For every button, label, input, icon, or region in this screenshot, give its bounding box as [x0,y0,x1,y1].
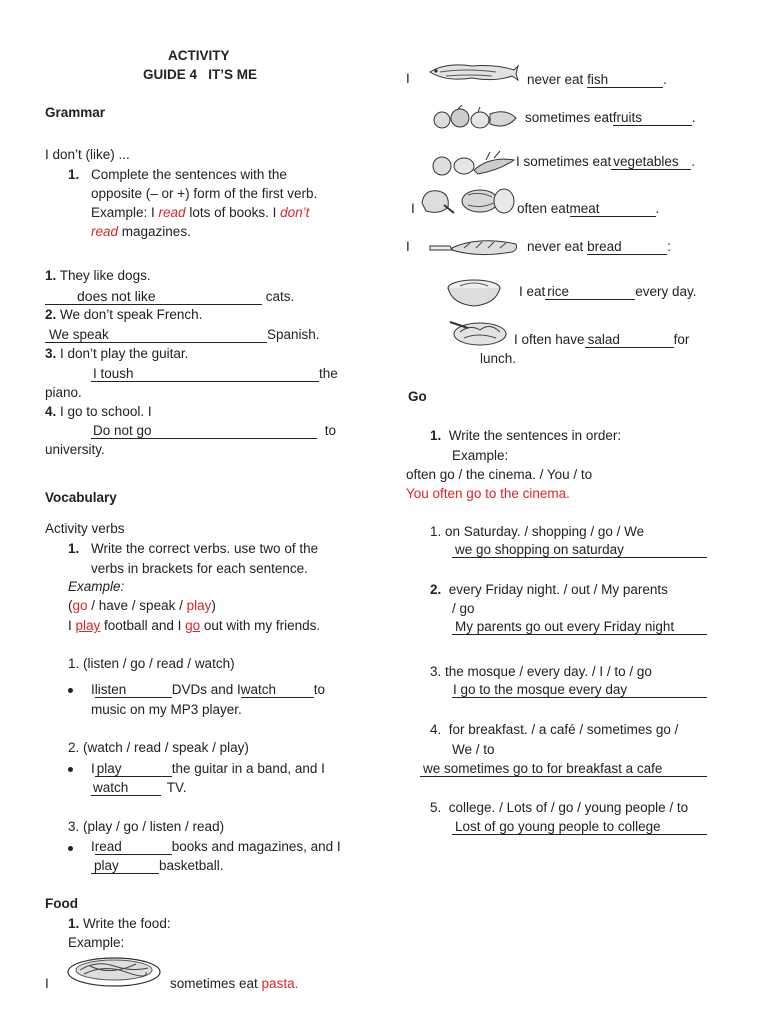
food-fish-answer[interactable]: fish [587,72,663,88]
bullet-icon [68,767,73,772]
grammar-instruction-line1: Complete the sentences with the [91,167,287,182]
food-fruits-answer[interactable]: fruits [613,110,692,126]
go-example-prompt: often go / the cinema. / You / to [406,467,593,482]
vocabulary-q1-cont: music on my MP3 player. [91,702,242,717]
food-fish-i: I [406,71,410,86]
food-meat-line: often eatmeat . [517,201,660,216]
go-item-2-answer-line [452,618,707,636]
food-rice-line: I eat rice every day. [519,284,697,299]
go-item-4-answer[interactable]: we sometimes go to for breakfast a cafe [420,761,707,777]
grammar-example-cont: read magazines. [91,224,191,239]
food-bread-answer[interactable]: bread [587,239,667,255]
go-item-4-prompt: 4. for breakfast. / a café / sometimes go / [430,722,679,737]
grammar-heading: Grammar [45,105,106,120]
vocabulary-q3-heading: 3. (play / go / listen / read) [68,819,225,834]
go-item-4-prompt-cont: We / to [452,742,495,757]
food-heading: Food [45,896,78,911]
go-item-2-prompt: 2. every Friday night. / out / My parents [430,582,668,597]
grammar-instruction-number: 1. [68,167,80,182]
go-item-1-answer-line [452,541,707,559]
vegetables-picture [430,150,518,178]
grammar-item-4-cont: university. [45,442,105,457]
go-item-3-prompt: 3. the mosque / every day. / I / to / go [430,664,652,679]
vocabulary-q2-line: I play the guitar in a band, and I [91,761,325,776]
food-vegetables-answer[interactable]: vegetables [611,154,691,170]
food-salad-cont: lunch. [480,351,517,366]
vocabulary-heading: Vocabulary [45,490,117,505]
food-vegetables-line: I sometimes eat vegetables . [516,154,696,169]
food-salad-answer[interactable]: salad [585,332,674,348]
bullet-icon [68,688,73,693]
food-rice-answer[interactable]: rice [545,284,635,300]
go-item-2-answer[interactable]: My parents go out every Friday night [452,619,707,635]
go-item-2-prompt-cont: / go [452,601,475,616]
vocabulary-instruction-line2: verbs in brackets for each sentence. [91,561,308,576]
go-example-answer: You often go to the cinema. [406,486,570,501]
food-salad-line: I often have salad for [514,332,690,347]
go-item-1-prompt: 1. on Saturday. / shopping / go / We [430,524,645,539]
vocabulary-instruction-line1: Write the correct verbs. use two of the [91,541,319,556]
grammar-item-2-answer[interactable]: We speak [45,327,267,343]
vocabulary-q1-line: Ilisten DVDs and Iwatch to [91,682,326,697]
vocabulary-subheading: Activity verbs [45,521,125,536]
grammar-item-3-cont: piano. [45,385,82,400]
bullet-icon [68,846,73,851]
grammar-item-3-answer[interactable]: I toush [91,366,319,382]
food-meat-i: I [411,201,415,216]
meat-picture [418,185,518,217]
fruits-picture [428,104,520,132]
go-item-3-answer[interactable]: I go to the mosque every day [452,682,707,698]
vocabulary-q3-answer-1[interactable]: read [95,839,172,855]
food-instruction: 1. Write the food: [68,916,171,931]
go-item-5-answer-line [452,818,707,836]
go-heading: Go [408,389,427,404]
go-item-5-prompt: 5. college. / Lots of / go / young people / to [430,800,689,815]
food-example-sentence: sometimes eat pasta. [170,976,299,991]
grammar-item-2-answer-line: We speak Spanish. [45,326,320,344]
grammar-item-1-answer-line: does not like cats. [45,288,294,306]
vocabulary-q1-heading: 1. (listen / go / read / watch) [68,656,235,671]
go-item-3-answer-line [452,681,707,699]
fish-picture [426,60,520,84]
grammar-item-4-answer-line: Do not go to [93,423,337,438]
vocabulary-q2-cont: watch TV. [93,780,187,795]
grammar-item-4-answer[interactable]: Do not go [91,423,317,439]
rice-picture [446,276,502,308]
food-meat-answer[interactable]: meat [570,201,656,217]
vocabulary-q3-line: Iread books and magazines, and I [91,839,341,854]
vocabulary-q2-heading: 2. (watch / read / speak / play) [68,740,249,755]
vocabulary-q3-answer-2[interactable]: play [91,858,159,874]
activity-title: ACTIVITY [168,48,230,63]
vocabulary-q2-answer-2[interactable]: watch [91,780,161,796]
grammar-item-3-prompt: 3. I don’t play the guitar. [45,346,189,361]
go-item-5-answer[interactable]: Lost of go young people to college [452,819,707,835]
go-instruction: 1. Write the sentences in order: [430,428,622,443]
pasta-picture [66,950,162,988]
vocabulary-instruction-number: 1. [68,541,80,556]
grammar-item-4-prompt: 4. I go to school. I [45,404,152,419]
salad-picture [448,316,510,348]
food-bread-line: never eat bread : [527,239,671,254]
grammar-instruction-line2: opposite (– or +) form of the first verb. [91,186,318,201]
food-fruits-line: sometimes eatfruits . [525,110,696,125]
food-fish-line: never eat fish . [527,72,667,87]
guide-title: GUIDE 4 IT’S ME [143,67,258,82]
food-example-label: Example: [68,935,125,950]
bread-picture [428,236,520,258]
go-item-4-answer-line [420,760,707,778]
go-example-label: Example: [452,448,509,463]
vocabulary-example-verbs: (go / have / speak / play) [68,598,216,613]
vocabulary-example-sentence: I play football and I go out with my friends. [68,618,321,633]
grammar-item-1-prompt: 1. They like dogs. [45,268,151,283]
go-item-1-answer[interactable]: we go shopping on saturday [452,542,707,558]
food-bread-i: I [406,239,410,254]
vocabulary-q1-answer-1[interactable]: listen [95,682,172,698]
grammar-intro: I don’t (like) ... [45,147,130,162]
grammar-item-3-answer-line: I toush the [93,366,338,381]
grammar-item-2-prompt: 2. We don’t speak French. [45,307,203,322]
grammar-example: Example: I read lots of books. I don’t [91,205,310,220]
food-example-i: I [45,976,49,991]
vocabulary-q3-cont: play basketball. [91,857,224,875]
grammar-item-1-answer[interactable]: does not like [45,289,262,305]
vocabulary-q2-answer-1[interactable]: play [95,761,172,777]
vocabulary-q1-answer-2[interactable]: watch [241,682,314,698]
vocabulary-example-label: Example: [68,579,125,594]
